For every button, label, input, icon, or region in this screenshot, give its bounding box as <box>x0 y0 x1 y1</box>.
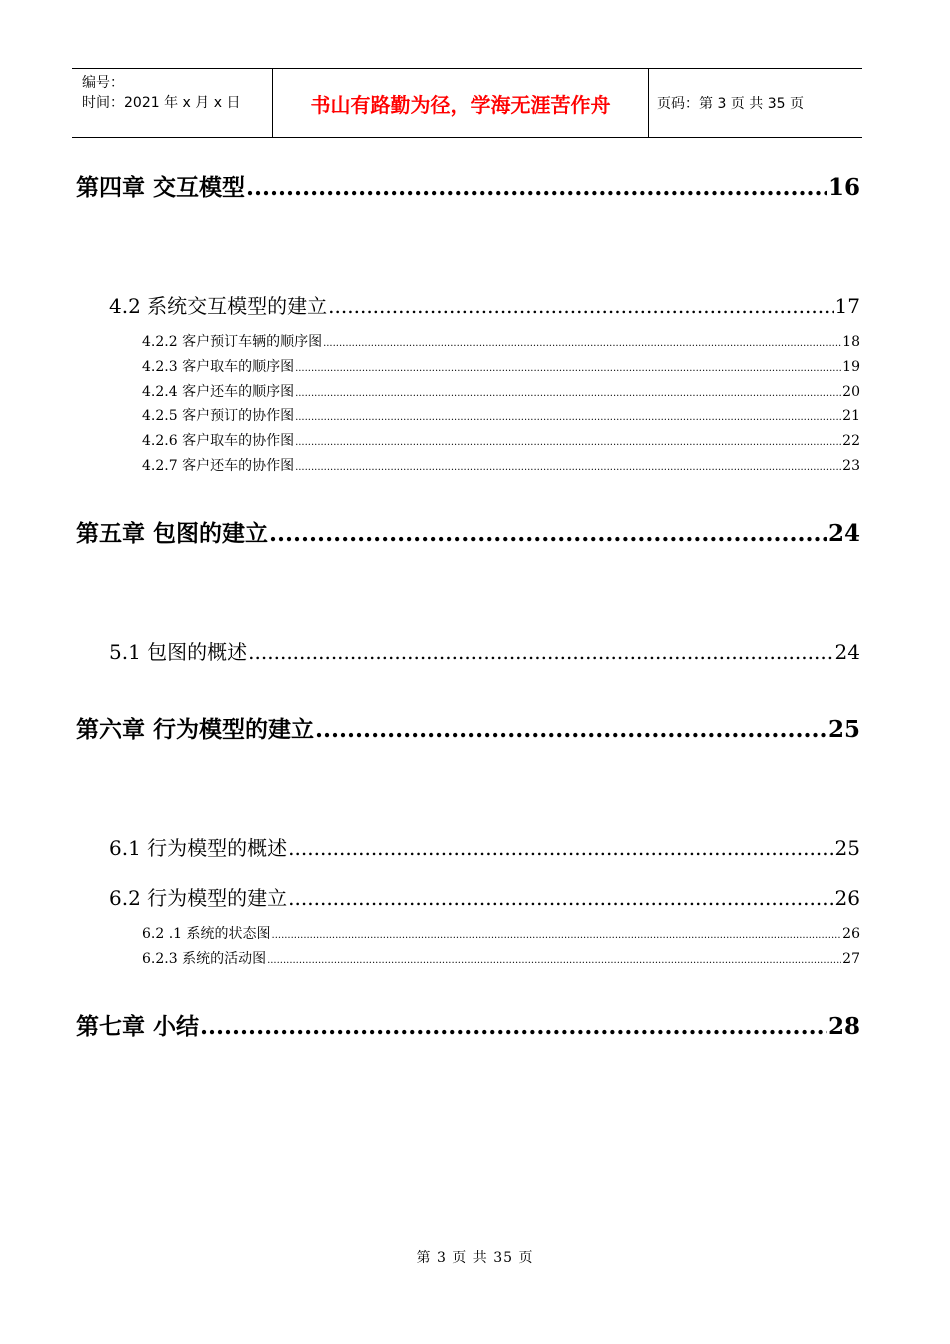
toc-label: 6.2 行为模型的建立 <box>109 886 288 910</box>
toc-page-number: 27 <box>842 951 860 967</box>
toc-label: 6.2.3 系统的活动图 <box>142 951 267 967</box>
toc-leader-dots <box>328 294 833 318</box>
toc-label: 第七章 小结 <box>76 1013 200 1040</box>
toc-leader-dots <box>288 836 833 860</box>
toc-leader-dots <box>295 412 841 423</box>
time-label: 时间：2021 年 x 月 x 日 <box>82 95 241 111</box>
toc-label: 第四章 交互模型 <box>76 174 246 201</box>
toc-page-number: 26 <box>834 886 860 910</box>
toc-entry-6-2-1[interactable] <box>142 923 860 943</box>
toc-entry-section-6-1[interactable] <box>109 832 860 861</box>
toc-leader-dots <box>269 520 827 547</box>
toc-label: 4.2.6 客户取车的协作图 <box>142 433 295 449</box>
toc-page-number: 17 <box>834 294 860 318</box>
toc-label: 4.2.5 客户预订的协作图 <box>142 408 295 424</box>
toc-label: 6.2 .1 系统的状态图 <box>142 926 271 942</box>
toc-page-number: 28 <box>827 1013 860 1040</box>
toc-label: 4.2.7 客户还车的协作图 <box>142 458 295 474</box>
toc-page-number: 18 <box>842 334 860 350</box>
header-page-info: 页码：第 3 页 共 35 页 <box>657 96 804 112</box>
toc-entry-4-2-4[interactable] <box>142 381 860 401</box>
toc-page-number: 21 <box>842 408 860 424</box>
toc-entry-chapter-6[interactable] <box>76 711 860 744</box>
toc-leader-dots <box>267 955 841 966</box>
toc-label: 4.2.4 客户还车的顺序图 <box>142 384 295 400</box>
number-label: 编号： <box>82 75 124 91</box>
toc-page-number: 22 <box>842 433 860 449</box>
toc-page-number: 26 <box>842 926 860 942</box>
toc-entry-section-6-2[interactable] <box>109 882 860 911</box>
toc-label: 5.1 包图的概述 <box>109 640 248 664</box>
header-slogan: 书山有路勤为径，学海无涯苦作舟 <box>273 69 649 137</box>
toc-leader-dots <box>248 640 833 664</box>
toc-leader-dots <box>200 1013 827 1040</box>
toc-entry-section-5-1[interactable] <box>109 636 860 665</box>
toc-leader-dots <box>288 886 833 910</box>
toc-page-number: 20 <box>842 384 860 400</box>
document-header <box>72 68 862 138</box>
toc-entry-6-2-3[interactable] <box>142 948 860 968</box>
page-footer: 第 3 页 共 35 页 <box>416 1250 534 1266</box>
toc-entry-chapter-5[interactable] <box>76 515 860 548</box>
header-meta-cell <box>72 69 273 137</box>
toc-entry-4-2-6[interactable] <box>142 430 860 450</box>
toc-entry-chapter-4[interactable] <box>76 169 860 202</box>
toc-page-number: 25 <box>827 716 860 743</box>
toc-page-number: 23 <box>842 458 860 474</box>
toc-entry-4-2-2[interactable] <box>142 331 860 351</box>
toc-page-number: 19 <box>842 359 860 375</box>
toc-entry-4-2-3[interactable] <box>142 356 860 376</box>
toc-leader-dots <box>323 338 841 349</box>
toc-page-number: 24 <box>834 640 860 664</box>
toc-label: 4.2.2 客户预订车辆的顺序图 <box>142 334 323 350</box>
toc-entry-4-2-5[interactable] <box>142 405 860 425</box>
toc-label: 6.1 行为模型的概述 <box>109 836 288 860</box>
toc-leader-dots <box>295 462 841 473</box>
toc-leader-dots <box>295 363 841 374</box>
toc-leader-dots <box>272 930 842 941</box>
toc-page-number: 24 <box>827 520 860 547</box>
toc-entry-chapter-7[interactable] <box>76 1008 860 1041</box>
toc-leader-dots <box>295 437 841 448</box>
toc-leader-dots <box>246 174 827 201</box>
toc-entry-section-4-2[interactable] <box>109 290 860 319</box>
toc-entry-4-2-7[interactable] <box>142 455 860 475</box>
toc-leader-dots <box>315 716 827 743</box>
toc-page-number: 25 <box>834 836 860 860</box>
toc-leader-dots <box>295 388 841 399</box>
toc-label: 4.2 系统交互模型的建立 <box>109 294 328 318</box>
toc-label: 第五章 包图的建立 <box>76 520 269 547</box>
toc-label: 第六章 行为模型的建立 <box>76 716 315 743</box>
toc-label: 4.2.3 客户取车的顺序图 <box>142 359 295 375</box>
toc-page-number: 16 <box>827 174 860 201</box>
